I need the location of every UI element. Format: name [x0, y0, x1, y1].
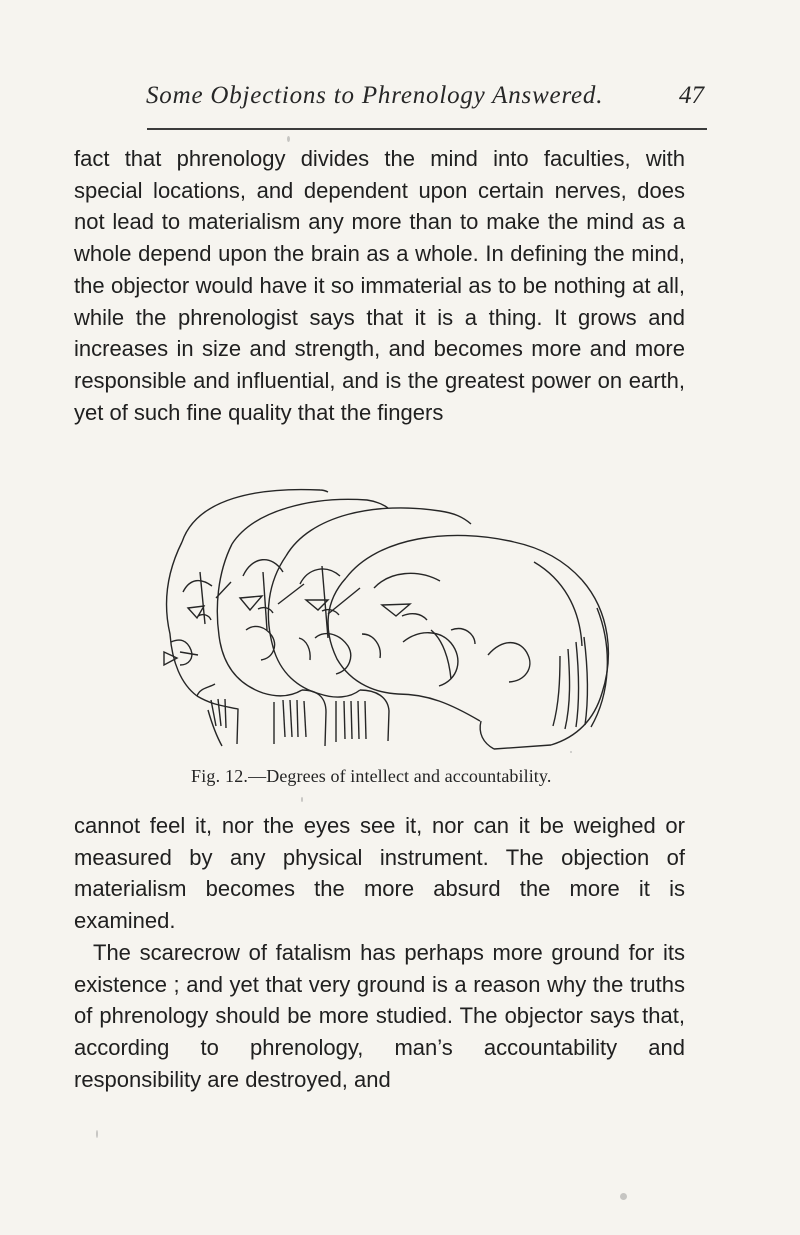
figure-label: Fig. 12.: [191, 766, 249, 786]
figure-caption: [191, 766, 611, 787]
figure-caption-text: —Degrees of intellect and accountability.: [248, 766, 552, 786]
paper-speck: [570, 751, 572, 753]
paper-speck: [620, 1193, 627, 1200]
body-text-top: [74, 143, 685, 428]
body-text-bottom: [74, 810, 685, 1095]
paragraph-bottom-1: cannot feel it, nor the eyes see it, nor can it be weighed or measured by any physical instrument. The objection of materialism becomes the more absurd the more it is examined.: [74, 813, 685, 934]
head-profiles-illustration: [142, 480, 626, 761]
running-head: [146, 82, 706, 116]
paper-speck: [287, 136, 290, 142]
header-rule: [147, 128, 707, 130]
figure-profiles: [142, 480, 626, 761]
paragraph-top-1: fact that phrenology divides the mind into faculties, with special locations, and dependent upon certain nerves, does not lead to materialism any more than to make the mind as a whole depend upon the brain as a whole. In defining the mind, the objector would have it so immaterial as to be nothing at all, while the phrenologist says that it is a thing. It grows and increases in size and strength, and becomes more and more responsible and influential, and is the greatest power on earth, yet of such fine quality that the fingers: [74, 146, 685, 425]
page-number: 47: [679, 82, 704, 109]
running-head-title: Some Objections to Phrenology Answered.: [146, 82, 604, 109]
paragraph-bottom-2: The scarecrow of fatalism has perhaps more ground for its existence ; and yet that very ground is a reason why the truths of phrenology should be more studied. The objector says that, according to phrenology, man’s accountability and responsibility are destroyed, and: [74, 939, 685, 1092]
paper-speck: [96, 1130, 98, 1138]
paper-speck: [301, 797, 303, 802]
